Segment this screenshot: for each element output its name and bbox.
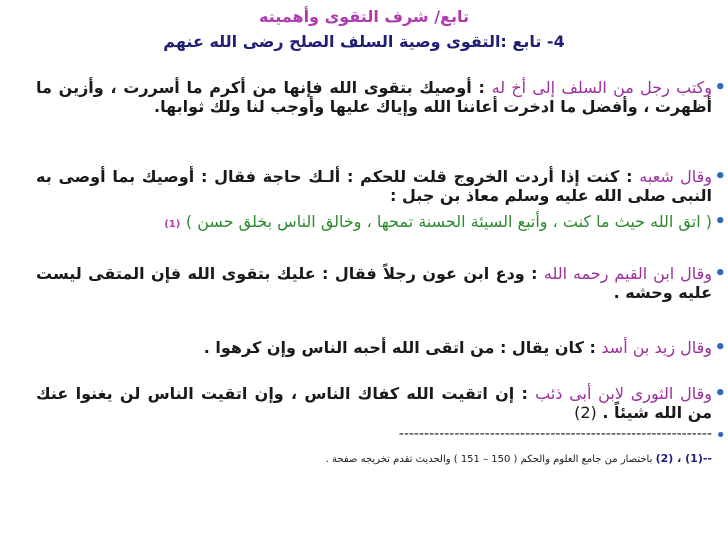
bullet-lead: وقال زيد بن أسد [601, 338, 712, 357]
bullet-text: : إن اتقيت الله كفاك الناس ، وإن اتقيت الناس لن يغنوا عنك من الله شيئاً . [36, 384, 712, 422]
bullet-text: : ودع ابن عون رجلاً فقال : عليك بتقوى الله فإن المتقى ليست عليه وحشه . [36, 264, 712, 302]
bullet-item-ibn-qayyim [36, 263, 726, 302]
slide-subtitle: 4- تابع :التقوى وصية السلف الصلح رضى الله عنهم [163, 32, 565, 51]
bullet-dot-icon: • [714, 383, 726, 404]
bullet-item-thawri [36, 383, 726, 422]
bullet-lead: وقال الثورى لابن أبى ذئب [535, 384, 713, 403]
slide-title: تابع/ شرف التقوى وأهميته [258, 7, 470, 26]
footnote-ref-2: (2) [574, 403, 597, 422]
hadith-text: ( اتق الله حيث ما كنت ، وأتبع السيئة الحسنة تمحها ، وخالق الناس بخلق حسن ) [185, 212, 712, 231]
bullet-dot-icon: • [714, 337, 726, 358]
bullet-text: : كان يقال : من اتقى الله أحبه الناس وإن كرهوا . [203, 338, 602, 357]
bullet-item-hadith [36, 211, 726, 234]
footnote [36, 452, 712, 467]
footnote-ref-1: (1) [164, 219, 181, 230]
footnote-text: باختصار من جامع العلوم والحكم ( 150 – 151 ) والحديث تقدم تخريجه صفحة . [325, 454, 656, 465]
bullet-dot-icon: • [714, 77, 726, 98]
footnote-marks: --(1) ، (2) [655, 452, 712, 465]
bullet-dot-icon: • [715, 425, 726, 446]
bullet-lead: وقال شعبه [639, 167, 712, 186]
bullet-dot-icon: • [714, 263, 726, 284]
bullet-item-shuba [36, 166, 726, 205]
bullet-dot-icon: • [714, 211, 726, 232]
bullet-item-letter [36, 77, 726, 116]
dash-line: -------------------------------------------------------------- [398, 426, 712, 442]
bullet-lead: وكتب رجل من السلف إلى أخ له [491, 78, 713, 97]
bullet-dot-icon: • [714, 166, 726, 187]
bullet-text: : كنت إذا أردت الخروج قلت للحكم : ألـك حاجة فقال : أوصيك بما أوصى به النبى صلى الله عليه وسلم معاذ بن جبل : [36, 167, 712, 205]
bullet-lead: وقال ابن القيم رحمه الله [543, 264, 713, 283]
bullet-text: : أوصيك بتقوى الله فإنها من أكرم ما أسررت ، وأزين ما أظهرت ، وأفضل ما ادخرت أعاننا الله وإياك عليها وأوجب لنا ولك ثوابها. [36, 78, 712, 116]
bullet-item-zaid [36, 337, 726, 358]
separator-dashes [36, 425, 726, 446]
